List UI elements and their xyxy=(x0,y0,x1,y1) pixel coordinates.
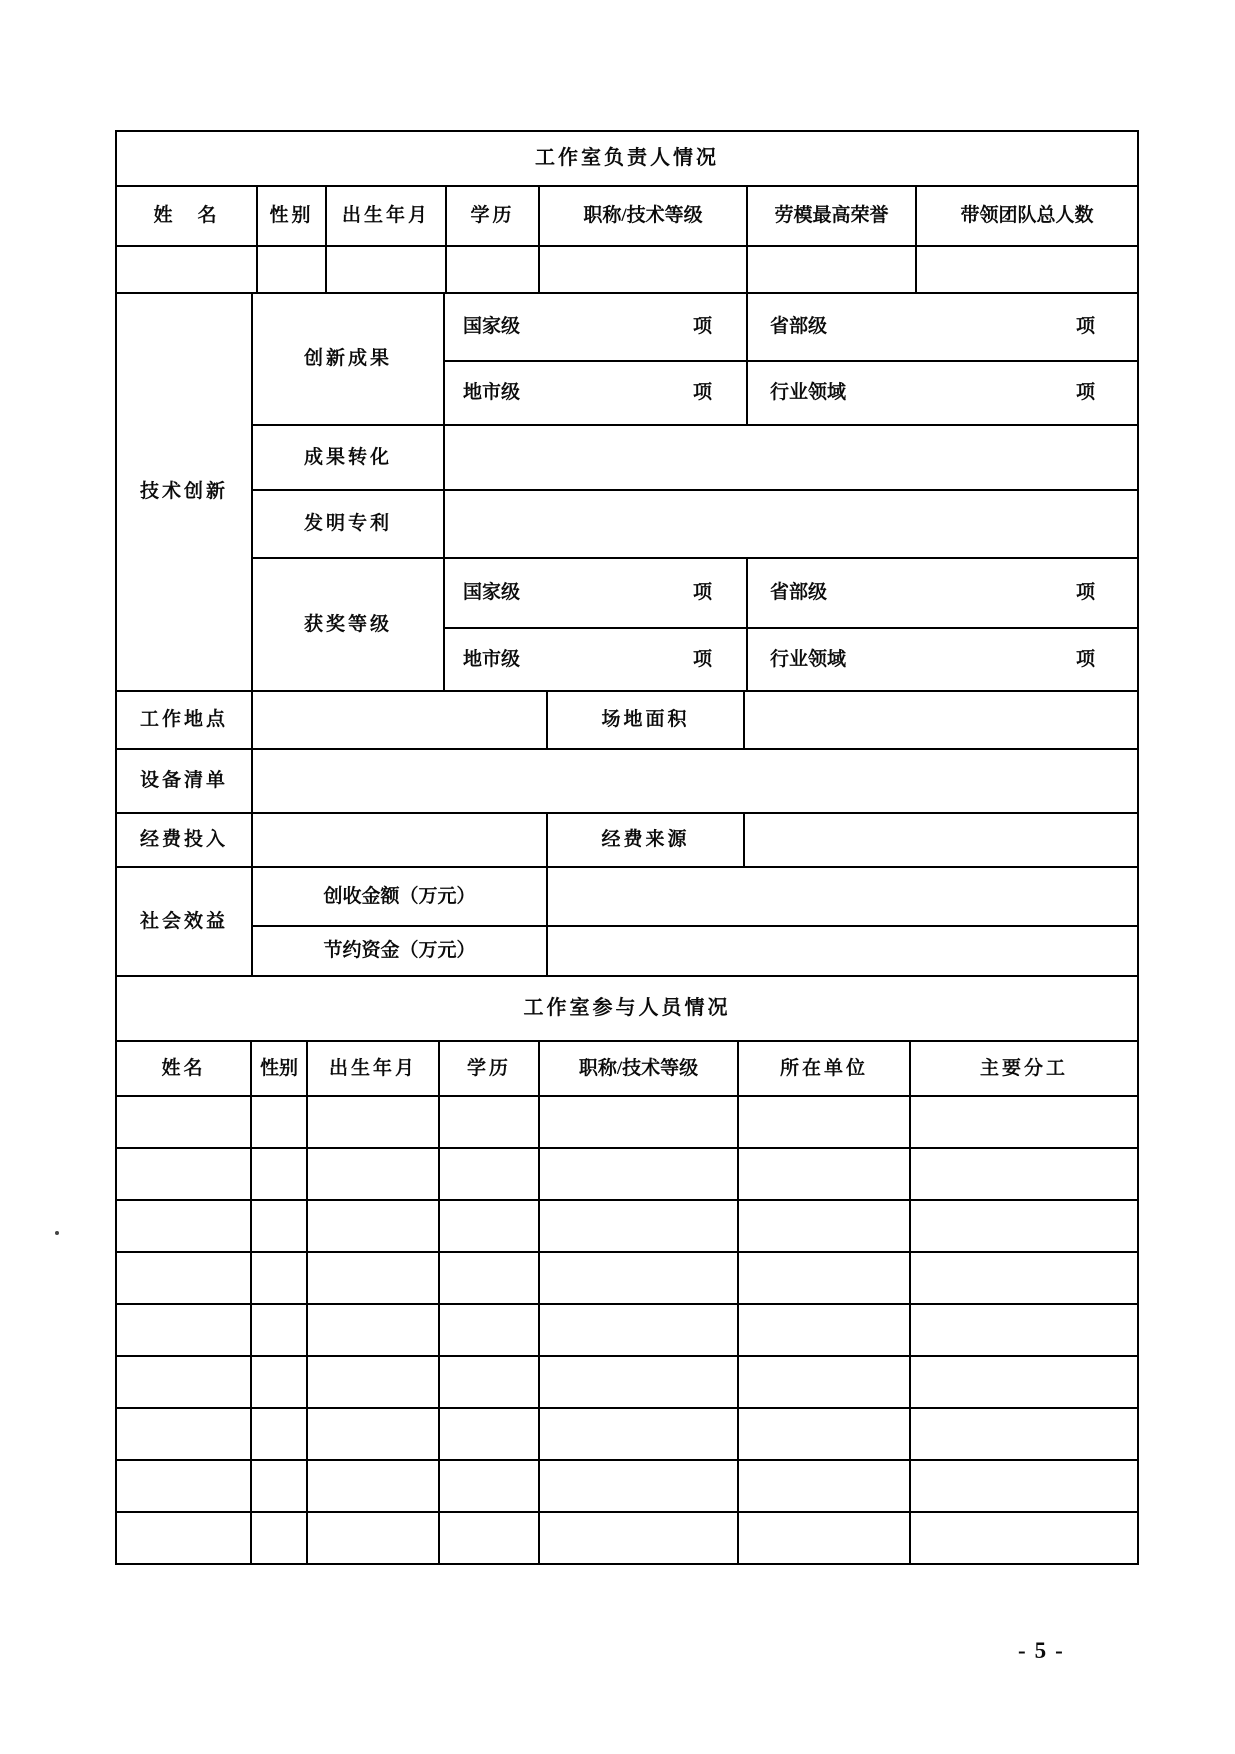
participant-empty-cell xyxy=(539,1512,738,1564)
tech-innovation-table xyxy=(115,292,1139,692)
patent-label-cell: 发明专利 xyxy=(252,490,444,558)
participants-header-birthdate: 出生年月 xyxy=(307,1041,439,1096)
participant-empty-cell xyxy=(910,1356,1138,1408)
participant-empty-cell xyxy=(251,1200,307,1252)
national-level-label: 国家级 xyxy=(463,316,521,338)
unit-label: 项 xyxy=(692,382,712,404)
participant-empty-cell xyxy=(738,1148,910,1200)
participant-empty-cell xyxy=(307,1148,439,1200)
leader-blank-row xyxy=(116,246,1138,293)
participant-empty-cell xyxy=(910,1304,1138,1356)
patent-value-cell xyxy=(444,490,1138,558)
participants-title-row xyxy=(116,976,1138,1041)
participant-empty-row xyxy=(116,1356,1138,1408)
innovation-results-label-cell: 创新成果 xyxy=(252,293,444,425)
participant-empty-cell xyxy=(738,1252,910,1304)
unit-label: 项 xyxy=(692,582,712,604)
funding-input-label-cell: 经费投入 xyxy=(116,813,252,867)
participant-empty-cell xyxy=(910,1460,1138,1512)
participant-empty-cell xyxy=(738,1512,910,1564)
participant-empty-row xyxy=(116,1252,1138,1304)
participant-empty-cell xyxy=(738,1408,910,1460)
participants-header-title-grade: 职称/技术等级 xyxy=(539,1041,738,1096)
participants-header-role: 主要分工 xyxy=(910,1041,1138,1096)
participant-empty-cell xyxy=(116,1200,251,1252)
participant-empty-cell xyxy=(738,1200,910,1252)
leader-header-birthdate: 出生年月 xyxy=(326,186,446,246)
provincial-level-label: 省部级 xyxy=(770,582,828,604)
site-area-value-cell xyxy=(744,691,1138,749)
transform-value-cell xyxy=(444,425,1138,490)
participant-empty-cell xyxy=(539,1304,738,1356)
leader-title-row xyxy=(116,131,1138,186)
participant-empty-row xyxy=(116,1304,1138,1356)
participant-empty-cell xyxy=(116,1460,251,1512)
leader-birthdate-value-cell xyxy=(326,246,446,293)
participants-header-education: 学历 xyxy=(439,1041,539,1096)
unit-label: 项 xyxy=(1075,316,1095,338)
participant-empty-cell xyxy=(307,1460,439,1512)
social-benefit-table xyxy=(115,866,1139,977)
equipment-row xyxy=(116,749,1138,813)
participant-empty-cell xyxy=(116,1096,251,1148)
participant-empty-cell xyxy=(439,1460,539,1512)
participant-empty-cell xyxy=(307,1304,439,1356)
municipal-level-label: 地市级 xyxy=(463,648,521,670)
award-provincial-cell xyxy=(747,558,1138,628)
participant-empty-cell xyxy=(251,1356,307,1408)
participant-empty-cell xyxy=(251,1096,307,1148)
funding-table xyxy=(115,812,1139,868)
award-row-1 xyxy=(116,558,1138,628)
innovation-municipal-cell xyxy=(444,361,747,425)
participant-empty-cell xyxy=(738,1096,910,1148)
leader-gender-value-cell xyxy=(257,246,326,293)
participant-empty-cell xyxy=(539,1252,738,1304)
national-level-label: 国家级 xyxy=(463,582,521,604)
award-national-cell xyxy=(444,558,747,628)
saving-row xyxy=(116,926,1138,976)
participant-empty-cell xyxy=(439,1304,539,1356)
work-location-row xyxy=(116,691,1138,749)
provincial-level-label: 省部级 xyxy=(770,316,828,338)
leader-header-table xyxy=(115,130,1139,294)
participant-empty-cell xyxy=(251,1148,307,1200)
participants-header-gender: 性别 xyxy=(251,1041,307,1096)
innovation-national-cell xyxy=(444,293,747,361)
social-benefit-group-cell: 社会效益 xyxy=(116,867,252,976)
participant-empty-cell xyxy=(116,1148,251,1200)
stray-dot-mark xyxy=(55,1231,59,1235)
participant-empty-cell xyxy=(116,1512,251,1564)
equipment-list-label-cell: 设备清单 xyxy=(116,749,252,813)
participant-empty-cell xyxy=(539,1096,738,1148)
participant-empty-cell xyxy=(439,1252,539,1304)
revenue-value-cell xyxy=(547,867,1138,926)
participant-empty-cell xyxy=(539,1200,738,1252)
leader-honor-value-cell xyxy=(747,246,916,293)
participant-empty-cell xyxy=(738,1304,910,1356)
participant-empty-row xyxy=(116,1408,1138,1460)
participants-empty-rows xyxy=(116,1096,1138,1564)
leader-title-grade-value-cell xyxy=(539,246,747,293)
participant-empty-cell xyxy=(251,1408,307,1460)
leader-header-gender: 性别 xyxy=(257,186,326,246)
participant-empty-cell xyxy=(307,1096,439,1148)
participant-empty-cell xyxy=(910,1408,1138,1460)
leader-header-row xyxy=(116,186,1138,246)
participant-empty-cell xyxy=(307,1200,439,1252)
participant-empty-row xyxy=(116,1148,1138,1200)
participant-empty-cell xyxy=(116,1252,251,1304)
participant-empty-cell xyxy=(910,1512,1138,1564)
award-industry-cell xyxy=(747,628,1138,691)
leader-header-education: 学历 xyxy=(446,186,539,246)
leader-education-value-cell xyxy=(446,246,539,293)
participant-empty-row xyxy=(116,1460,1138,1512)
transform-label-cell: 成果转化 xyxy=(252,425,444,490)
participant-empty-cell xyxy=(116,1304,251,1356)
equipment-table xyxy=(115,748,1139,814)
participants-header-row xyxy=(116,1041,1138,1096)
participant-empty-cell xyxy=(116,1356,251,1408)
participant-empty-cell xyxy=(439,1096,539,1148)
participant-empty-cell xyxy=(439,1356,539,1408)
application-form xyxy=(115,130,1139,1565)
leader-section-title: 工作室负责人情况 xyxy=(116,131,1138,186)
participant-empty-cell xyxy=(251,1512,307,1564)
equipment-list-value-cell xyxy=(252,749,1138,813)
funding-source-label-cell: 经费来源 xyxy=(547,813,744,867)
participant-empty-cell xyxy=(439,1408,539,1460)
unit-label: 项 xyxy=(692,648,712,670)
participant-empty-cell xyxy=(539,1408,738,1460)
revenue-row xyxy=(116,867,1138,926)
work-location-label-cell: 工作地点 xyxy=(116,691,252,749)
industry-level-label: 行业领域 xyxy=(770,648,847,670)
participant-empty-row xyxy=(116,1096,1138,1148)
participant-empty-row xyxy=(116,1200,1138,1252)
saving-value-cell xyxy=(547,926,1138,976)
participant-empty-cell xyxy=(738,1460,910,1512)
participant-empty-cell xyxy=(116,1408,251,1460)
innovation-row-1 xyxy=(116,293,1138,361)
transform-row xyxy=(116,425,1138,490)
site-area-label-cell: 场地面积 xyxy=(547,691,744,749)
funding-input-value-cell xyxy=(252,813,547,867)
participant-empty-cell xyxy=(307,1252,439,1304)
leader-team-size-value-cell xyxy=(916,246,1138,293)
participant-empty-cell xyxy=(439,1200,539,1252)
funding-source-value-cell xyxy=(744,813,1138,867)
unit-label: 项 xyxy=(1075,382,1095,404)
industry-level-label: 行业领域 xyxy=(770,382,847,404)
innovation-industry-cell xyxy=(747,361,1138,425)
unit-label: 项 xyxy=(1075,648,1095,670)
participants-table xyxy=(115,975,1139,1565)
participant-empty-cell xyxy=(539,1460,738,1512)
saving-label-cell: 节约资金（万元） xyxy=(252,926,547,976)
participant-empty-cell xyxy=(251,1304,307,1356)
work-location-value-cell xyxy=(252,691,547,749)
participant-empty-cell xyxy=(439,1148,539,1200)
page-number: -5- xyxy=(1018,1638,1072,1663)
participant-empty-cell xyxy=(251,1252,307,1304)
leader-header-name: 姓 名 xyxy=(116,186,257,246)
leader-header-title-grade: 职称/技术等级 xyxy=(539,186,747,246)
leader-header-team-size: 带领团队总人数 xyxy=(916,186,1138,246)
participant-empty-cell xyxy=(307,1512,439,1564)
participant-empty-cell xyxy=(539,1148,738,1200)
leader-name-value-cell xyxy=(116,246,257,293)
participants-header-unit: 所在单位 xyxy=(738,1041,910,1096)
unit-label: 项 xyxy=(1075,582,1095,604)
funding-row xyxy=(116,813,1138,867)
tech-innovation-group-cell: 技术创新 xyxy=(116,293,252,691)
participant-empty-row xyxy=(116,1512,1138,1564)
participants-section-title: 工作室参与人员情况 xyxy=(116,976,1138,1041)
award-municipal-cell xyxy=(444,628,747,691)
participant-empty-cell xyxy=(910,1148,1138,1200)
revenue-label-cell: 创收金额（万元） xyxy=(252,867,547,926)
leader-header-honor: 劳模最高荣誉 xyxy=(747,186,916,246)
participant-empty-cell xyxy=(251,1460,307,1512)
participant-empty-cell xyxy=(910,1096,1138,1148)
work-location-table xyxy=(115,690,1139,750)
award-level-label-cell: 获奖等级 xyxy=(252,558,444,691)
participant-empty-cell xyxy=(307,1356,439,1408)
participant-empty-cell xyxy=(910,1252,1138,1304)
innovation-provincial-cell xyxy=(747,293,1138,361)
participant-empty-cell xyxy=(539,1356,738,1408)
municipal-level-label: 地市级 xyxy=(463,382,521,404)
patent-row xyxy=(116,490,1138,558)
participant-empty-cell xyxy=(738,1356,910,1408)
unit-label: 项 xyxy=(692,316,712,338)
participant-empty-cell xyxy=(439,1512,539,1564)
participants-header-name: 姓名 xyxy=(116,1041,251,1096)
participant-empty-cell xyxy=(910,1200,1138,1252)
participant-empty-cell xyxy=(307,1408,439,1460)
